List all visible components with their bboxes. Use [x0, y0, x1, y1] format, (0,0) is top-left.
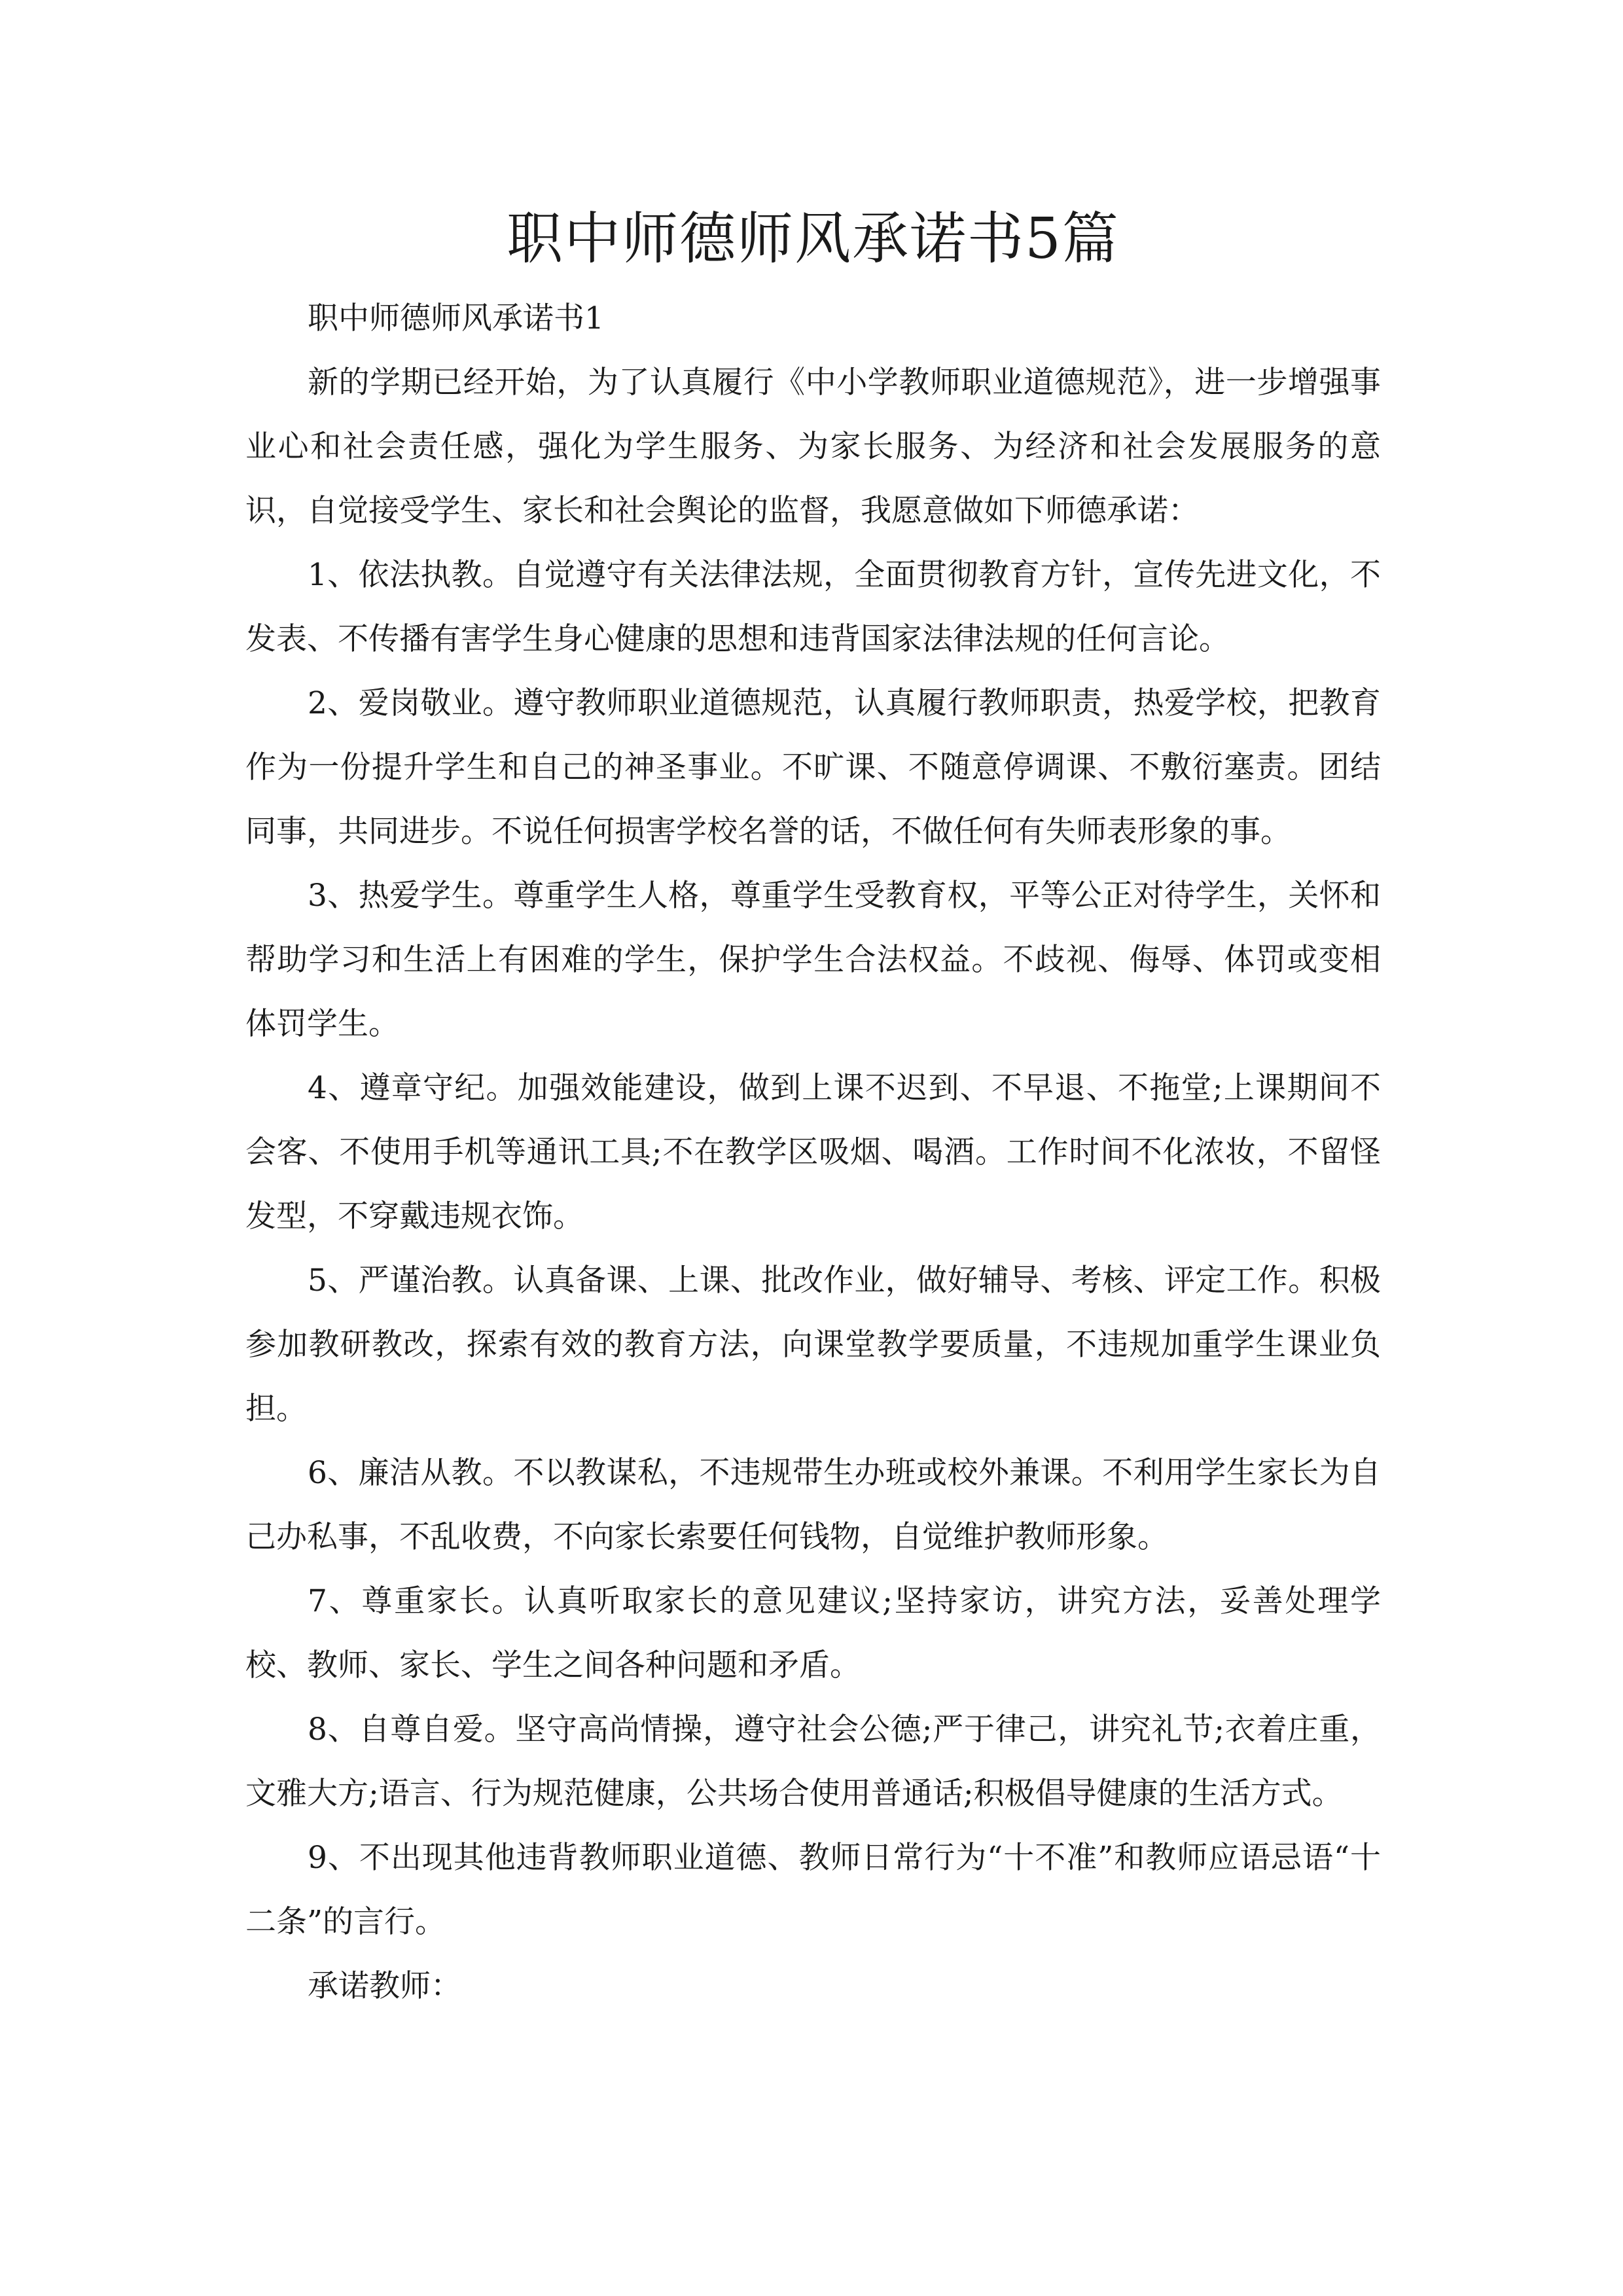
- section-heading: 职中师德师风承诺书1: [308, 300, 604, 336]
- document-title: 职中师德师风承诺书5篇: [507, 206, 1120, 272]
- commitment-item-7: 7、尊重家长。认真听取家长的意见建议;坚持家访，讲究方法，妥善处理学校、教师、家长、学生之间各种问题和矛盾。: [245, 1583, 1381, 1683]
- commitment-item-5: 5、严谨治教。认真备课、上课、批改作业，做好辅导、考核、评定工作。积极参加教研教改，探索有效的教育方法，向课堂教学要质量，不违规加重学生课业负担。: [245, 1263, 1381, 1427]
- commitment-item-3: 3、热爱学生。尊重学生人格，尊重学生受教育权，平等公正对待学生，关怀和帮助学习和生活上有困难的学生，保护学生合法权益。不歧视、侮辱、体罚或变相体罚学生。: [245, 878, 1381, 1042]
- commitment-item-8: 8、自尊自爱。坚守高尚情操，遵守社会公德;严于律己，讲究礼节;衣着庄重，文雅大方;语言、行为规范健康，公共场合使用普通话;积极倡导健康的生活方式。: [245, 1712, 1381, 1812]
- commitment-item-9: 9、不出现其他违背教师职业道德、教师日常行为“十不准”和教师应语忌语“十二条”的言行。: [245, 1840, 1381, 1940]
- commitment-item-6: 6、廉洁从教。不以教谋私，不违规带生办班或校外兼课。不利用学生家长为自己办私事，不乱收费，不向家长索要任何钱物，自觉维护教师形象。: [245, 1455, 1381, 1555]
- document-content: [245, 196, 1381, 2018]
- commitment-item-1: 1、依法执教。自觉遵守有关法律法规，全面贯彻教育方针，宣传先进文化，不发表、不传播有害学生身心健康的思想和违背国家法律法规的任何言论。: [245, 557, 1381, 657]
- signature-label: 承诺教师：: [308, 1968, 461, 2004]
- commitment-item-2: 2、爱岗敬业。遵守教师职业道德规范，认真履行教师职责，热爱学校，把教育作为一份提升学生和自己的神圣事业。不旷课、不随意停调课、不敷衍塞责。团结同事，共同进步。不说任何损害学校名誉的话，不做任何有失师表形象的事。: [245, 685, 1381, 850]
- intro-paragraph: 新的学期已经开始，为了认真履行《中小学教师职业道德规范》，进一步增强事业心和社会责任感，强化为学生服务、为家长服务、为经济和社会发展服务的意识，自觉接受学生、家长和社会舆论的监督，我愿意做如下师德承诺：: [245, 365, 1381, 529]
- commitment-item-4: 4、遵章守纪。加强效能建设，做到上课不迟到、不早退、不拖堂;上课期间不会客、不使用手机等通讯工具;不在教学区吸烟、喝酒。工作时间不化浓妆，不留怪发型，不穿戴违规衣饰。: [245, 1070, 1381, 1234]
